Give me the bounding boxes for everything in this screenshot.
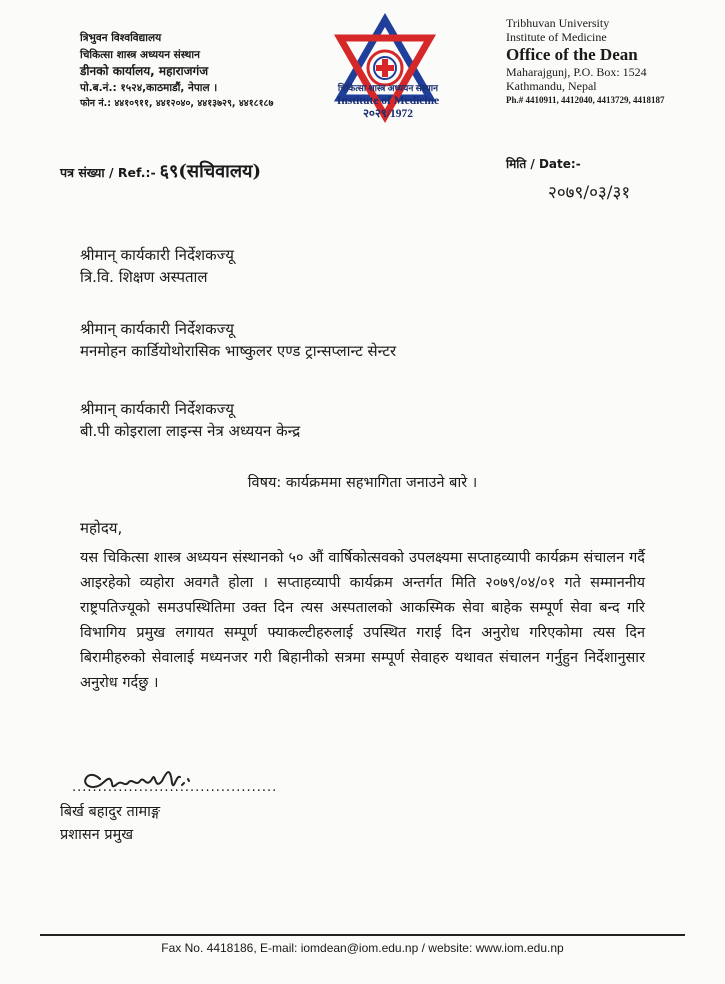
logo-text (323, 82, 453, 121)
letterhead-nepali (80, 30, 273, 113)
recipient-org: मनमोहन कार्डियोथोरासिक भाष्कुलर एण्ड ट्रान्सप्लान्ट सेन्टर (80, 342, 397, 360)
letter-body: यस चिकित्सा शास्त्र अध्ययन संस्थानको ५० औं वार्षिकोत्सवको उपलक्ष्यमा सप्ताहव्यापी कार्यक्रम संचालन गर्दै आइरहेको व्यहोरा अवगतै होला । सप्ताहव्यापी कार्यक्रम अन्तर्गत मिति २०७९/०४/०१ गते सम्माननीय राष्ट्रपतिज्यूको समउपस्थितिमा उक्त दिन त्यस अस्पतालको आकस्मिक सेवा बाहेक सम्पूर्ण सेवा बन्द गरि विभागिय प्रमुख लगायत सम्पूर्ण फ्याकल्टीहरुलाई उपस्थित गराई दिन अनुरोध गरिएकोमा त्यस दिन बिरामीहरुको सेवालाई मध्यनजर गरी बिहानीको सत्रमा सम्पूर्ण सेवाहरु यथावत संचालन गर्नुहुन निर्देशानुसार अनुरोध गर्दछु । (80, 550, 645, 691)
reference (60, 159, 261, 183)
address-en: Maharajgunj, P.O. Box: 1524 (506, 65, 647, 79)
recipient-title: श्रीमान् कार्यकारी निर्देशकज्यू (80, 320, 234, 338)
office-name-en: Office of the Dean (506, 45, 638, 64)
phone-np: फोन नं.: ४४१०९११, ४४१२०४०, ४४१३७२९, ४४१८१८७ (80, 98, 274, 109)
institute-name-en: Institute of Medicine (506, 30, 607, 44)
signature-line: ........................................ (72, 780, 278, 795)
recipient-org: बी.पी कोइराला लाइन्स नेत्र अध्ययन केन्द्र (80, 422, 301, 440)
recipient-2 (80, 318, 396, 362)
office-name-np: डीनको कार्यालय, महाराजगंज (80, 64, 209, 78)
university-name-en: Tribhuvan University (506, 16, 610, 30)
university-name-np: त्रिभुवन विश्वविद्यालय (80, 32, 162, 44)
phone-en: Ph.# 4410911, 4412040, 4413729, 4418187 (506, 95, 665, 105)
signer-position: प्रशासन प्रमुख (60, 827, 134, 843)
footer-divider (40, 934, 685, 936)
recipient-title: श्रीमान् कार्यकारी निर्देशकज्यू (80, 400, 234, 418)
date-label: मिति / Date:- (506, 157, 581, 171)
logo-year: २०२९/1972 (362, 108, 414, 120)
logo-text-np: चिकित्सा शास्त्र अध्ययन संस्थान (337, 83, 439, 93)
signer-block (60, 801, 160, 847)
signer-name: बिर्ख बहादुर तामाङ्ग (60, 804, 161, 820)
address-np: पो.ब.नं.: १५२४,काठमाडौं, नेपाल । (80, 81, 218, 94)
salutation: महोदय, (80, 519, 123, 537)
date-value: २०७९/०३/३१ (548, 183, 631, 203)
letterhead-english (506, 16, 665, 107)
recipient-title: श्रीमान् कार्यकारी निर्देशकज्यू (80, 246, 234, 264)
ref-value: ६९(सचिवालय) (159, 161, 261, 182)
recipient-1 (80, 244, 234, 288)
institute-name-np: चिकित्सा शास्त्र अध्ययन संस्थान (80, 48, 200, 61)
recipient-org: त्रि.वि. शिक्षण अस्पताल (80, 268, 208, 286)
recipient-3 (80, 398, 300, 442)
footer-contact: Fax No. 4418186, E-mail: iomdean@iom.edu.np / website: www.iom.edu.np (161, 941, 564, 955)
ref-label: पत्र संख्या / Ref.:- (60, 165, 156, 180)
city-en: Kathmandu, Nepal (506, 79, 597, 93)
subject-line: विषय: कार्यक्रममा सहभागिता जनाउने बारे । (247, 475, 478, 491)
logo-text-en: Institute of Medicine (336, 95, 440, 107)
